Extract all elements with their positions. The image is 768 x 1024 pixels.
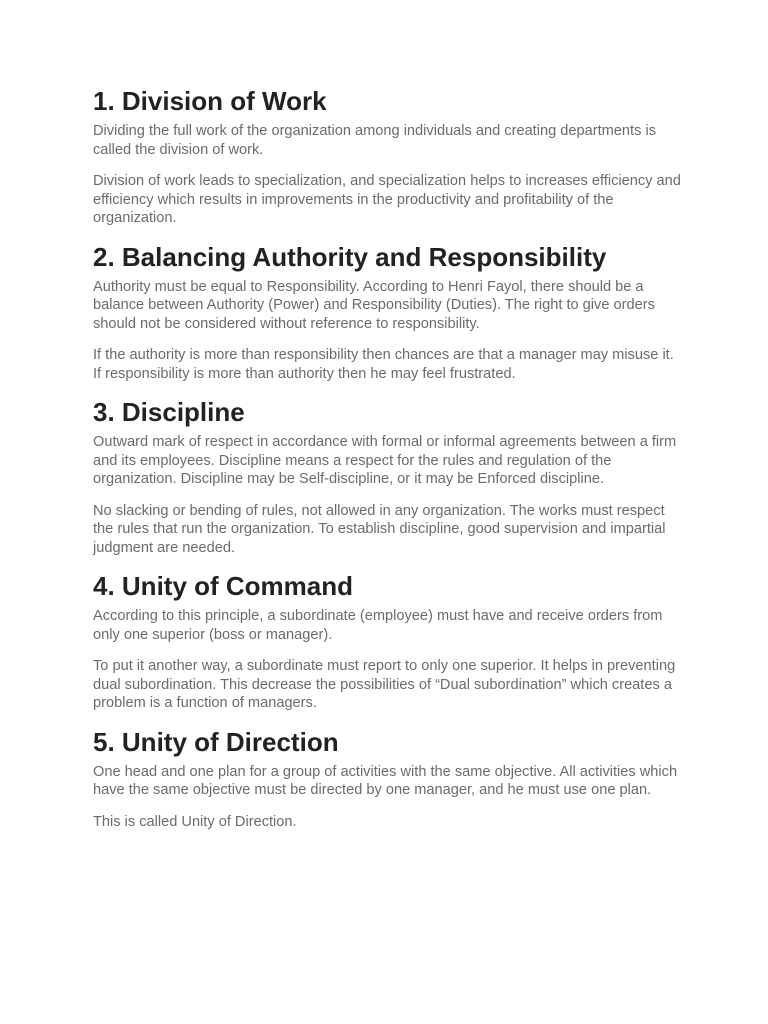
- section-heading: 4. Unity of Command: [93, 571, 354, 601]
- section-balancing-authority: [93, 241, 683, 384]
- section-unity-of-direction: [93, 726, 683, 832]
- section-heading: 5. Unity of Direction: [93, 726, 339, 757]
- document-page: [93, 85, 683, 844]
- section-paragraph: If the authority is more than responsibility then chances are that a manager may misuse it. If responsibility is more than authority then he may feel frustrated.: [93, 347, 674, 382]
- section-unity-of-command: [93, 570, 683, 713]
- section-paragraph: Dividing the full work of the organization among individuals and creating departments is called the division of work.: [93, 123, 656, 158]
- section-paragraph: Division of work leads to specialization, and specialization helps to increases efficiency and efficiency which results in improvements in the productivity and profitability of the organization.: [93, 173, 681, 226]
- section-heading: 1. Division of Work: [93, 86, 327, 116]
- section-paragraph: Authority must be equal to Responsibility. According to Henri Fayol, there should be a balance between Authority (Power) and Responsibility (Duties). The right to give orders should not be considered without reference to responsibility.: [93, 278, 655, 332]
- section-paragraph: No slacking or bending of rules, not allowed in any organization. The works must respect the rules that run the organization. To establish discipline, good supervision and impartial judgment are needed.: [93, 502, 666, 556]
- section-paragraph: According to this principle, a subordinate (employee) must have and receive orders from only one superior (boss or manager).: [93, 608, 663, 643]
- section-paragraph: One head and one plan for a group of activities with the same objective. All activities which have the same objective must be directed by one manager, and he must use one plan.: [93, 763, 678, 798]
- section-heading: 2. Balancing Authority and Responsibility: [93, 241, 607, 272]
- section-paragraph: Outward mark of respect in accordance with formal or informal agreements between a firm and its employees. Discipline means a respect for the rules and regulation of the organization. Discipline may be Self-discipline, or it may be Enforced discipline.: [93, 434, 677, 487]
- section-paragraph: To put it another way, a subordinate must report to only one superior. It helps in preventing dual subordination. This decrease the possibilities of “Dual subordination” which creates a problem is a function of managers.: [93, 658, 676, 711]
- section-heading: 3. Discipline: [93, 397, 245, 427]
- section-division-of-work: [93, 85, 683, 228]
- section-discipline: [93, 396, 683, 557]
- section-paragraph: This is called Unity of Direction.: [93, 813, 297, 830]
